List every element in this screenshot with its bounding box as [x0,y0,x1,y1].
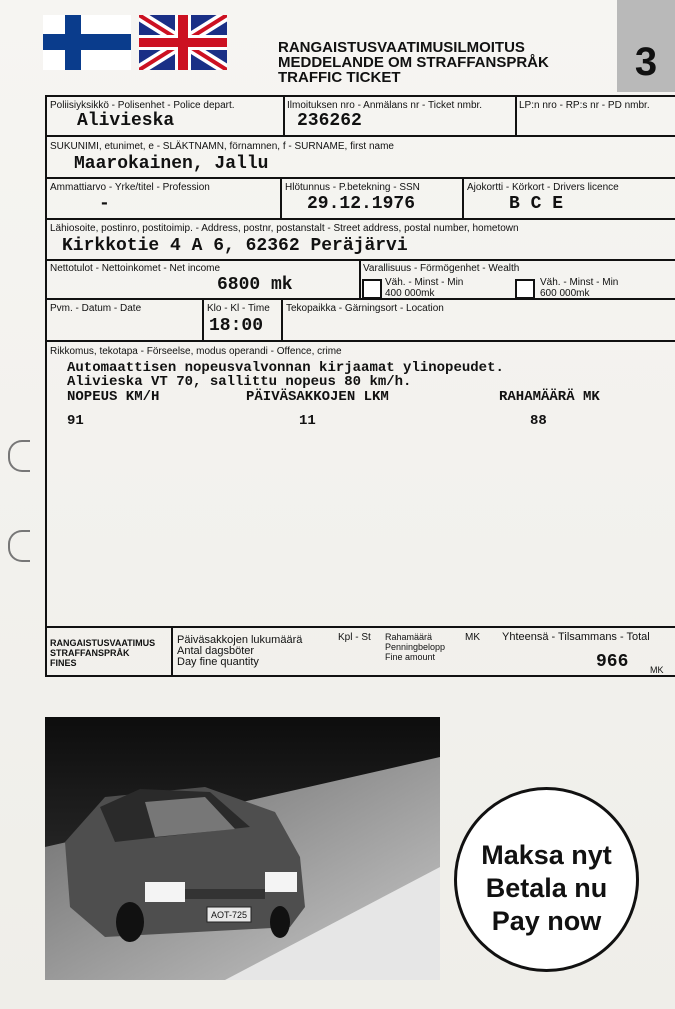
ticket-nr-value: 236262 [297,111,362,131]
uk-flag-icon [139,15,227,70]
police-dept-label: Poliisiyksikkö - Polisenhet - Police depart. [50,100,235,111]
ssn-label: Hlötunnus - P.betekning - SSN [285,182,420,193]
dayfine-quantity-label: Päiväsakkojen lukumäärä Antal dagsböter Day fine quantity [177,634,303,668]
profession-label: Ammattiarvo - Yrke/titel - Profession [50,182,210,193]
date-label: Pvm. - Datum - Date [50,303,142,314]
wealth-600k-text2: 600 000mk [540,288,590,299]
licence-label: Ajokortti - Körkort - Drivers licence [467,182,619,193]
offence-line-2: Alivieska VT 70, sallittu nopeus 80 km/h. [67,374,412,390]
income-label: Nettotulot - Nettoinkomet - Net income [50,263,221,274]
title-sv: MEDDELANDE OM STRAFFANSPRÅK [278,54,549,71]
finland-flag-icon [43,15,131,70]
total-value: 966 [596,652,629,672]
name-label: SUKUNIMI, etunimet, e - SLÄKTNAMN, förnamnen, f - SURNAME, first name [50,141,394,152]
row-dayfines-value: 11 [299,413,316,429]
time-value: 18:00 [209,316,264,336]
col-header-speed: NOPEUS KM/H [67,389,160,405]
title-en: TRAFFIC TICKET [278,69,401,86]
binder-hole [8,530,30,562]
wealth-600k-text1: Väh. - Minst - Min [540,277,619,288]
pay-now-line-fi: Maksa nyt [481,840,612,870]
col-header-amount: RAHAMÄÄRÄ MK [499,389,600,405]
wealth-400k-checkbox[interactable] [362,279,382,299]
address-label: Lähiosoite, postinro, postitoimip. - Address, postnr, postanstalt - Street address, postal number, hometown [50,223,519,234]
wealth-600k-checkbox[interactable] [515,279,535,299]
title-fi: RANGAISTUSVAATIMUSILMOITUS [278,39,525,56]
plate-nr-label: LP:n nro - RP:s nr - PD nmbr. [519,100,650,111]
police-dept-value: Alivieska [77,111,175,131]
address-value: Kirkkotie 4 A 6, 62362 Peräjärvi [62,236,408,256]
profession-value: - [99,194,110,214]
row-amount-value: 88 [530,413,547,429]
wealth-label: Varallisuus - Förmögenhet - Wealth [363,263,520,274]
row-speed-value: 91 [67,413,84,429]
col-header-dayfines: PÄIVÄSAKKOJEN LKM [246,389,389,405]
pay-now-line-en: Pay now [491,906,602,936]
total-unit: MK [650,665,664,675]
income-value: 6800 mk [217,275,293,295]
offence-line-1: Automaattisen nopeusvalvonnan kirjaamat ylinopeudet. [67,360,504,376]
fines-title: RANGAISTUSVAATIMUS STRAFFANSPRÅK FINES [50,638,156,668]
ssn-value: 29.12.1976 [307,194,416,214]
licence-value: B C E [509,194,564,214]
time-label: Klo - Kl - Time [207,303,270,314]
name-value: Maarokainen, Jallu [74,154,269,174]
kpl-label: Kpl - St [338,632,371,643]
offence-label: Rikkomus, tekotapa - Förseelse, modus operandi - Offence, crime [50,346,342,357]
fine-amount-label: Rahamäärä Penningbelopp Fine amount [385,632,446,662]
ticket-header [278,40,549,85]
mk-label: MK [465,632,480,643]
ticket-nr-label: Ilmoituksen nro - Anmälans nr - Ticket nmbr. [287,100,483,111]
wealth-400k-text2: 400 000mk [385,288,435,299]
location-label: Tekopaikka - Gärningsort - Location [286,303,444,314]
total-label: Yhteensä - Tilsammans - Total [502,631,650,643]
pay-now-button[interactable] [454,787,639,972]
pay-now-line-sv: Betala nu [485,873,608,903]
ticket-form [45,95,675,677]
wealth-400k-text1: Väh. - Minst - Min [385,277,464,288]
page-number: 3 [634,40,658,84]
binder-hole [8,440,30,472]
license-plate: AOT-725 [210,910,248,920]
speed-camera-photo [45,717,440,980]
